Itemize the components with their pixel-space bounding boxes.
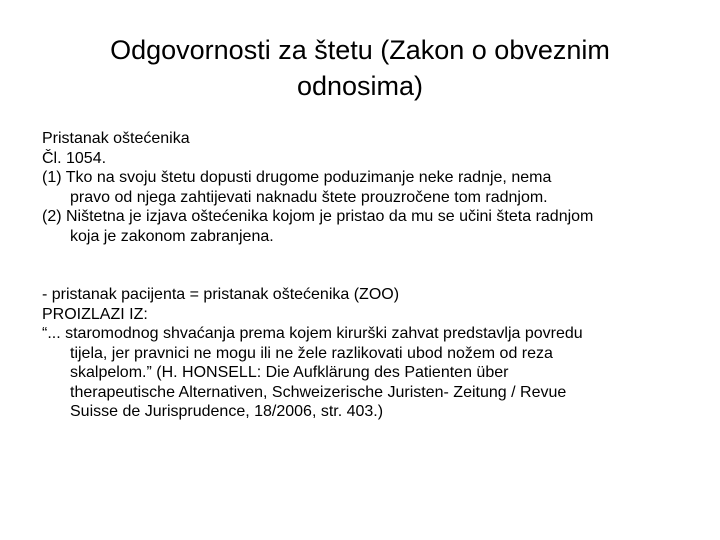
consent-statement: - pristanak pacijenta = pristanak oštećenika (ZOO) [42, 286, 400, 303]
section-heading: Pristanak oštećenika [42, 130, 190, 147]
paragraph-2-line-2: koja je zakonom zabranjena. [70, 227, 274, 245]
article-number: Čl. 1054. [42, 149, 107, 167]
slide-body [42, 129, 712, 422]
quote-line-3: skalpelom.” (H. HONSELL: Die Aufklärung des Patienten über [70, 364, 509, 381]
title-line-2: odnosima) [296, 71, 424, 101]
paragraph-spacer [42, 246, 712, 285]
paragraph-2-line-1: (2) Ništetna je izjava oštećenika kojom je pristao da mu se učini šteta radnjom [42, 208, 594, 225]
quote-line-5: Suisse de Jurisprudence, 18/2006, str. 403.) [70, 403, 384, 420]
quote-line-4: therapeutische Alternativen, Schweizerische Juristen- Zeitung / Revue [70, 383, 567, 401]
paragraph-1-line-2: pravo od njega zahtijevati naknadu štete prouzročene tom radnjom. [70, 188, 548, 206]
quote-line-2: tijela, jer pravnici ne mogu ili ne žele razlikovati ubod nožem od reza [70, 344, 553, 362]
paragraph-1-line-1: (1) Tko na svoju štetu dopusti drugome poduzimanje neke radnje, nema [42, 169, 552, 186]
title-line-1: Odgovornosti za štetu (Zakon o obveznim [110, 35, 610, 65]
quote-line-1: “... staromodnog shvaćanja prema kojem kirurški zahvat predstavlja povredu [42, 325, 583, 342]
derives-from-label: PROIZLAZI IZ: [42, 305, 148, 323]
slide-title [60, 32, 660, 104]
